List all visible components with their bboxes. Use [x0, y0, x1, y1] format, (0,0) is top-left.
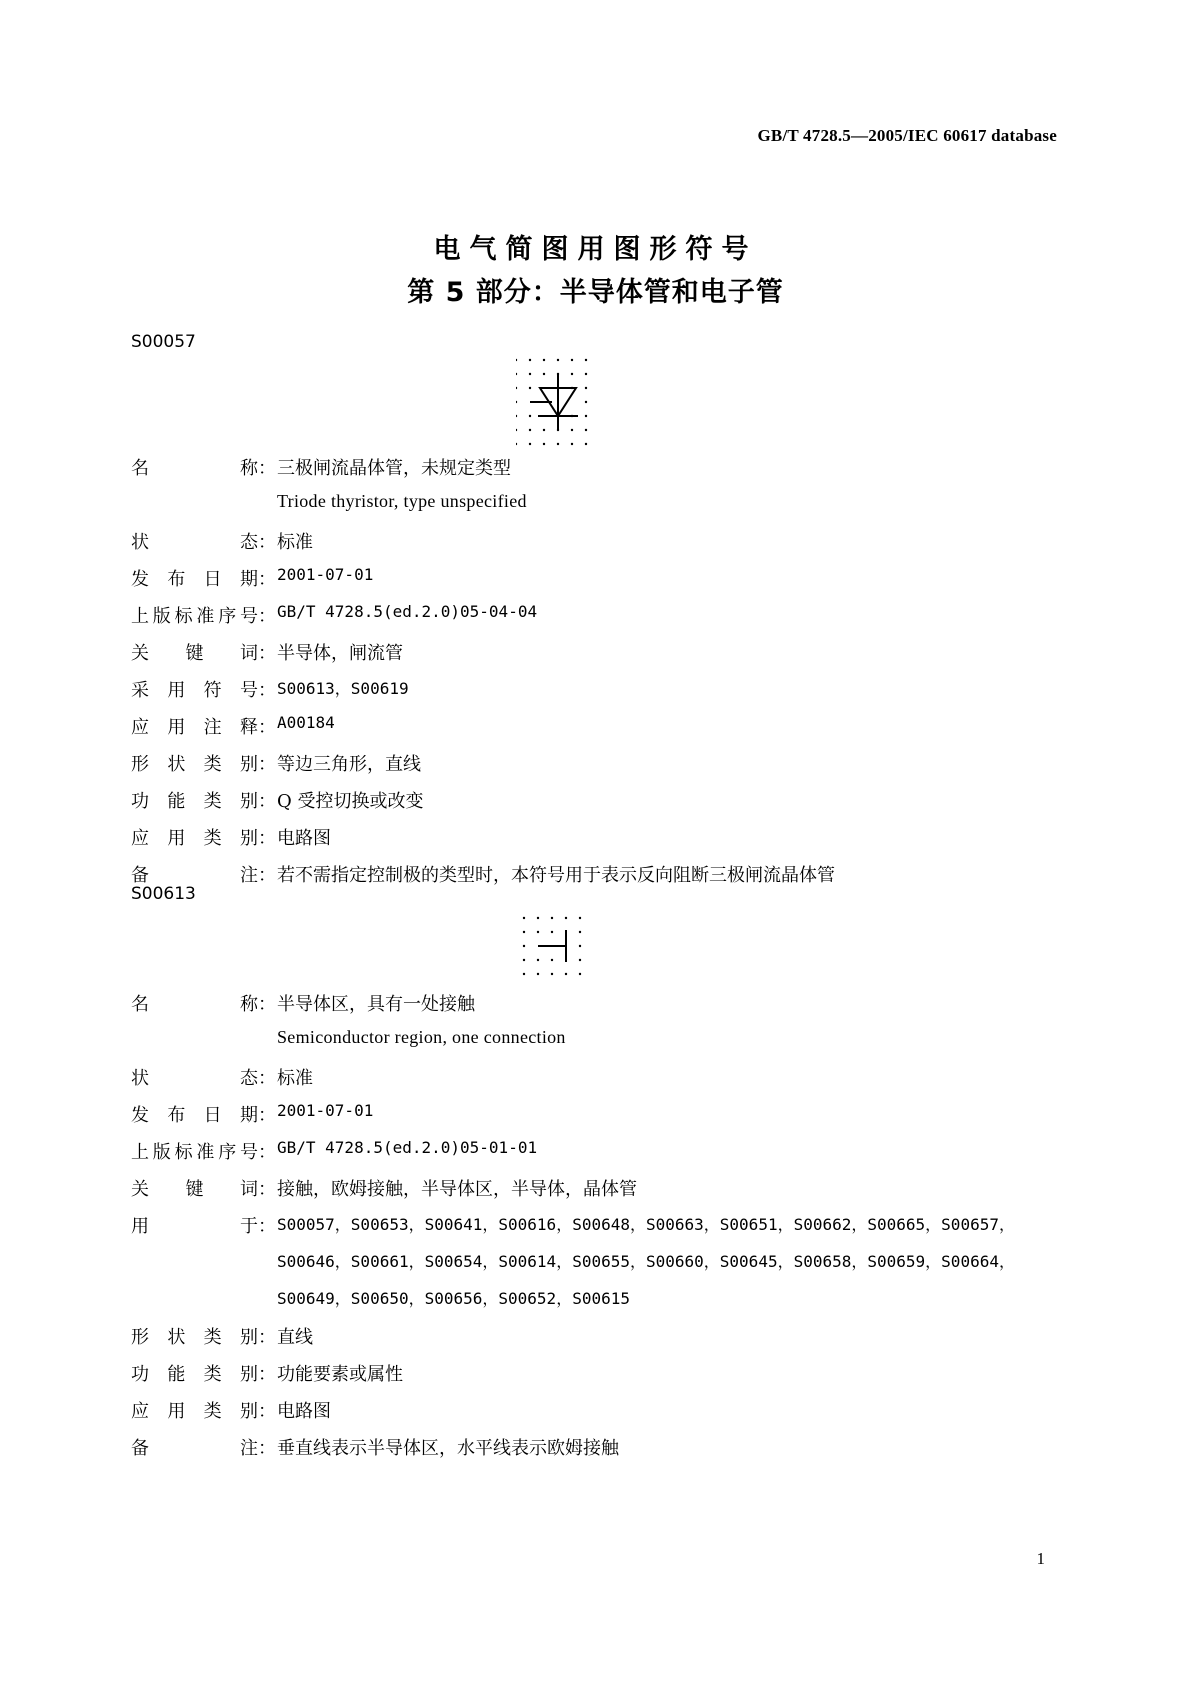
field-label-char: 布 — [167, 1105, 186, 1126]
field-row — [131, 491, 1071, 528]
field-label-char: 应 — [131, 828, 149, 849]
field-label — [131, 454, 258, 480]
field-label-char: 采 — [131, 680, 149, 701]
field-label-char: 类 — [203, 828, 222, 849]
field-label-char: 形 — [131, 1327, 149, 1348]
field-value: 电路图 — [277, 828, 331, 849]
field-value: 标准 — [277, 1068, 313, 1089]
field-label-char: 类 — [203, 791, 222, 812]
field-label-char: 键 — [185, 1179, 204, 1200]
field-colon: ： — [258, 569, 276, 590]
field-row — [131, 1101, 1071, 1138]
field-value: S00649，S00650，S00656，S00652，S00615 — [277, 1289, 630, 1308]
field-colon: ： — [258, 606, 276, 627]
field-row — [131, 1064, 1071, 1101]
field-row — [131, 528, 1071, 565]
field-row — [131, 990, 1071, 1027]
field-label — [131, 1138, 258, 1164]
field-row — [131, 713, 1071, 750]
field-label-char: 号 — [239, 1142, 258, 1163]
document-title — [0, 228, 1191, 314]
field-label — [131, 1064, 258, 1090]
symbol-code-s00057: S00057 — [131, 332, 196, 352]
field-label-char: 上 — [131, 1142, 149, 1163]
field-label-char: 期 — [239, 569, 258, 590]
field-label-char: 用 — [131, 1216, 149, 1237]
field-value: S00613，S00619 — [277, 679, 409, 698]
field-row — [131, 750, 1071, 787]
field-label-char: 形 — [131, 754, 149, 775]
field-label-char: 别 — [239, 754, 258, 775]
field-label-char: 能 — [167, 791, 186, 812]
field-label-char: 标 — [174, 606, 193, 627]
field-label-char: 用 — [167, 680, 186, 701]
title-subtitle: 第 5 部分：半导体管和电子管 — [407, 277, 784, 308]
field-label-char: 名 — [131, 994, 149, 1015]
field-label-char: 功 — [131, 791, 149, 812]
field-label — [131, 824, 258, 850]
field-label-char: 状 — [167, 1327, 186, 1348]
field-label — [131, 639, 258, 665]
field-label-char: 类 — [203, 1401, 222, 1422]
field-label-char: 名 — [131, 458, 149, 479]
field-label-char: 别 — [239, 1327, 258, 1348]
field-value: 等边三角形，直线 — [277, 754, 421, 775]
field-label — [131, 713, 258, 739]
field-colon: ： — [258, 717, 276, 738]
field-value: Q 受控切换或改变 — [277, 791, 424, 812]
field-row — [131, 1138, 1071, 1175]
field-label-char: 日 — [203, 569, 222, 590]
field-colon: ： — [258, 1401, 276, 1422]
field-row — [131, 824, 1071, 861]
field-label-char: 序 — [218, 1142, 237, 1163]
field-label-char: 类 — [203, 754, 222, 775]
semiconductor-region-symbol — [522, 916, 586, 978]
field-label-char: 释 — [239, 717, 258, 738]
field-colon: ： — [258, 994, 276, 1015]
field-label-char: 关 — [131, 1179, 149, 1200]
field-row — [131, 565, 1071, 602]
field-label-char: 于 — [240, 1216, 258, 1237]
field-row — [131, 676, 1071, 713]
field-label-char: 注 — [203, 717, 222, 738]
field-label-char: 布 — [167, 569, 186, 590]
field-colon: ： — [258, 680, 276, 701]
field-label-char: 上 — [131, 606, 149, 627]
field-label-char: 别 — [239, 828, 258, 849]
field-value: 2001-07-01 — [277, 565, 374, 584]
field-label — [131, 1323, 258, 1349]
field-colon: ： — [258, 1142, 276, 1163]
field-label-char: 应 — [131, 717, 149, 738]
field-colon: ： — [258, 1068, 276, 1089]
field-label-char: 注 — [240, 1438, 258, 1459]
field-label-char: 词 — [240, 643, 258, 664]
page-number: 1 — [1036, 1549, 1045, 1568]
field-label — [131, 750, 258, 776]
field-label — [131, 990, 258, 1016]
field-label-char: 号 — [239, 606, 258, 627]
record-s00613 — [131, 990, 1071, 1471]
field-label-char: 注 — [240, 865, 258, 886]
field-colon: ： — [258, 1216, 276, 1237]
field-label-char: 别 — [239, 1401, 258, 1422]
field-label-char: 发 — [131, 569, 149, 590]
field-row — [131, 639, 1071, 676]
field-value: GB/T 4728.5(ed.2.0)05-04-04 — [277, 602, 538, 621]
field-label-char: 准 — [196, 1142, 215, 1163]
field-row — [131, 602, 1071, 639]
field-label-char: 状 — [131, 532, 149, 553]
field-label-char: 版 — [152, 1142, 171, 1163]
field-label-char: 词 — [240, 1179, 258, 1200]
field-label-char: 版 — [152, 606, 171, 627]
field-label — [131, 1397, 258, 1423]
field-value: 接触，欧姆接触，半导体区，半导体，晶体管 — [277, 1179, 637, 1200]
field-label-char: 别 — [239, 791, 258, 812]
field-label-char: 称 — [240, 458, 258, 479]
field-label-char: 态 — [240, 1068, 258, 1089]
field-label — [131, 1175, 258, 1201]
field-colon: ： — [258, 458, 276, 479]
field-label-char: 序 — [218, 606, 237, 627]
field-label-char: 用 — [167, 1401, 186, 1422]
field-label-char: 期 — [239, 1105, 258, 1126]
field-label-char: 类 — [203, 1364, 222, 1385]
field-value: Semiconductor region, one connection — [277, 1027, 566, 1047]
field-row — [131, 787, 1071, 824]
field-label-char: 发 — [131, 1105, 149, 1126]
field-colon: ： — [258, 1327, 276, 1348]
field-colon: ： — [258, 791, 276, 812]
field-label-char: 备 — [131, 1438, 149, 1459]
field-label — [131, 787, 258, 813]
field-value: Triode thyristor, type unspecified — [277, 491, 527, 511]
field-label-char: 功 — [131, 1364, 149, 1385]
field-label-char: 用 — [167, 717, 186, 738]
field-label — [131, 676, 258, 702]
field-label-char: 类 — [203, 1327, 222, 1348]
field-value: 半导体区，具有一处接触 — [277, 994, 475, 1015]
field-label — [131, 602, 258, 628]
field-label-char: 键 — [185, 643, 204, 664]
field-value: A00184 — [277, 713, 335, 732]
field-colon: ： — [258, 1438, 276, 1459]
triode-thyristor-symbol — [516, 358, 596, 448]
field-colon: ： — [258, 828, 276, 849]
field-label-char: 日 — [203, 1105, 222, 1126]
field-label — [131, 1434, 258, 1460]
field-label-char: 别 — [239, 1364, 258, 1385]
field-value: 标准 — [277, 532, 313, 553]
field-label — [131, 565, 258, 591]
field-label-char: 状 — [131, 1068, 149, 1089]
field-row — [131, 1397, 1071, 1434]
field-value: 半导体，闸流管 — [277, 643, 403, 664]
field-label — [131, 1101, 258, 1127]
field-row — [131, 1434, 1071, 1471]
field-label-char: 应 — [131, 1401, 149, 1422]
field-label — [131, 1360, 258, 1386]
field-colon: ： — [258, 754, 276, 775]
field-label-char: 用 — [167, 828, 186, 849]
field-label — [131, 528, 258, 554]
field-label-char: 态 — [240, 532, 258, 553]
field-label-char: 符 — [203, 680, 222, 701]
field-colon: ： — [258, 1179, 276, 1200]
field-row — [131, 454, 1071, 491]
field-value: 垂直线表示半导体区，水平线表示欧姆接触 — [277, 1438, 619, 1459]
field-label-char: 关 — [131, 643, 149, 664]
field-label-char: 标 — [174, 1142, 193, 1163]
field-row — [131, 1360, 1071, 1397]
symbol-code-s00613: S00613 — [131, 884, 196, 904]
field-value: 电路图 — [277, 1401, 331, 1422]
field-label-char: 称 — [240, 994, 258, 1015]
field-row — [131, 1175, 1071, 1212]
standard-header: GB/T 4728.5—2005/IEC 60617 database — [757, 126, 1057, 145]
field-value: 直线 — [277, 1327, 313, 1348]
field-label-char: 能 — [167, 1364, 186, 1385]
field-value: 2001-07-01 — [277, 1101, 374, 1120]
field-value: 三极闸流晶体管，未规定类型 — [277, 458, 511, 479]
field-colon: ： — [258, 865, 276, 886]
field-row — [131, 861, 1071, 898]
field-label-char: 备 — [131, 865, 149, 886]
field-row — [131, 1027, 1071, 1064]
field-label-char: 准 — [196, 606, 215, 627]
field-colon: ： — [258, 1105, 276, 1126]
field-row — [131, 1286, 1071, 1323]
field-colon: ： — [258, 643, 276, 664]
field-colon: ： — [258, 1364, 276, 1385]
field-label-char: 状 — [167, 754, 186, 775]
field-row — [131, 1212, 1071, 1249]
field-row — [131, 1323, 1071, 1360]
field-value: GB/T 4728.5(ed.2.0)05-01-01 — [277, 1138, 538, 1157]
field-row — [131, 1249, 1071, 1286]
field-value: 若不需指定控制极的类型时，本符号用于表示反向阻断三极闸流晶体管 — [277, 865, 835, 886]
field-value: 功能要素或属性 — [277, 1364, 403, 1385]
field-label-char: 号 — [239, 680, 258, 701]
field-colon: ： — [258, 532, 276, 553]
title-main: 电气简图用图形符号 — [433, 234, 758, 265]
field-value: S00646，S00661，S00654，S00614，S00655，S00660，S00645，S00658，S00659，S00664， — [277, 1252, 1015, 1271]
record-s00057 — [131, 454, 1071, 898]
field-value: S00057，S00653，S00641，S00616，S00648，S00663，S00651，S00662，S00665，S00657， — [277, 1215, 1015, 1234]
field-label — [131, 1212, 258, 1238]
